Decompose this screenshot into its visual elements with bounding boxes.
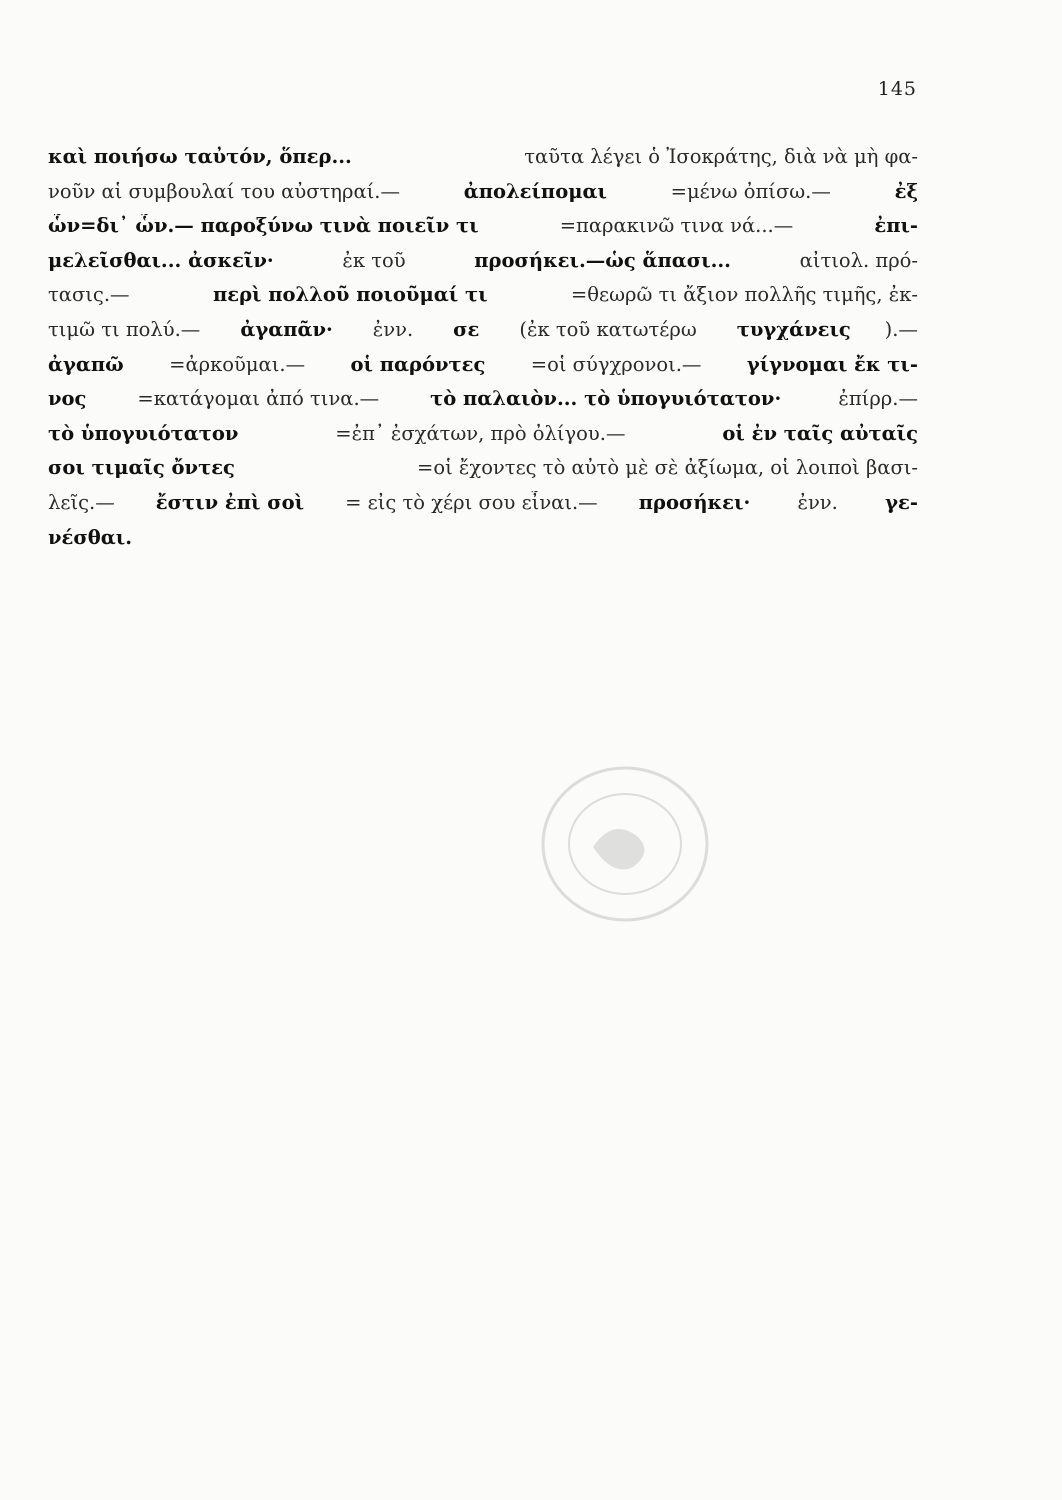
text-line	[48, 491, 918, 526]
gloss-text: τασις.—	[48, 283, 130, 307]
text-line	[48, 318, 918, 353]
bold-term: σοι τιμαῖς ὄντες	[48, 456, 235, 480]
bold-term: τὸ παλαιὸν... τὸ ὑπογυιότατον·	[430, 387, 782, 411]
text-line	[48, 283, 918, 318]
bold-term: τὸ ὑπογυιότατον	[48, 421, 239, 445]
gloss-text: =ἐπ᾿ ἐσχάτων, πρὸ ὀλίγου.—	[335, 421, 626, 445]
bold-term: νέσθαι.	[48, 525, 132, 549]
bold-term: οἱ ἐν ταῖς αὐταῖς	[722, 421, 918, 445]
bold-term: σε	[453, 317, 480, 341]
bold-term: καὶ ποιήσω ταὐτόν, ὅπερ...	[48, 145, 359, 168]
gloss-text: τιμῶ τι πολύ.—	[48, 317, 207, 341]
bold-term: ἔστιν ἐπὶ σοὶ	[155, 490, 305, 514]
gloss-text: =παρακινῶ τινα νά...—	[559, 214, 794, 238]
gloss-text: ).—	[884, 317, 918, 341]
gloss-text: =θεωρῶ τι ἄξιον πολλῆς τιμῆς, ἐκ-	[570, 283, 918, 307]
gloss-text: =οἱ σύγχρονοι.—	[530, 352, 702, 376]
text-line	[48, 526, 918, 561]
text-line	[48, 180, 918, 215]
bold-term: γε-	[885, 490, 918, 514]
text-line	[48, 456, 918, 491]
bold-term: νος	[48, 387, 87, 411]
gloss-text: ἐνν.	[791, 490, 845, 514]
gloss-text: =μένω ὀπίσω.—	[670, 179, 831, 203]
bold-term: μελεῖσθαι... ἀσκεῖν·	[48, 248, 274, 272]
gloss-text: ἐπίρρ.—	[832, 387, 918, 411]
bold-term: προσήκει.—ὡς ἅπασι...	[474, 248, 731, 272]
bold-term: ἐξ	[894, 179, 918, 203]
bold-term: περὶ πολλοῦ ποιοῦμαί τι	[212, 283, 488, 307]
text-line	[48, 387, 918, 422]
gloss-text: αἰτιολ. πρό-	[793, 248, 918, 272]
gloss-text: ταῦτα λέγει ὁ Ἰσοκράτης, διὰ νὰ μὴ φα-	[524, 145, 918, 168]
page-number: 145	[877, 78, 917, 100]
bold-term: ἀπολείπομαι	[463, 179, 607, 203]
gloss-text: =κατάγομαι ἀπό τινα.—	[137, 387, 380, 411]
gloss-text: ἐκ τοῦ	[336, 248, 412, 272]
text-line	[48, 145, 918, 180]
bold-term: γίγνομαι ἔκ τι-	[746, 352, 918, 376]
bold-term: οἱ παρόντες	[350, 352, 486, 376]
text-line	[48, 422, 918, 457]
gloss-text: λεῖς.—	[48, 490, 115, 514]
bold-term: ἀγαπῶ	[48, 352, 124, 376]
bold-term: ὧν=δι᾿ ὧν.— παροξύνω τινὰ ποιεῖν τι	[48, 214, 479, 238]
stamp-icon	[538, 762, 713, 927]
bold-term: τυγχάνεις	[736, 317, 851, 341]
gloss-text: = εἰς τὸ χέρι σου εἶναι.—	[345, 490, 598, 514]
gloss-text: (ἐκ τοῦ κατωτέρω	[513, 317, 703, 341]
bold-term: ἀγαπᾶν·	[240, 317, 333, 341]
text-line	[48, 353, 918, 388]
text-line	[48, 214, 918, 249]
gloss-text: =οἱ ἔχοντες τὸ αὐτὸ μὲ σὲ ἀξίωμα, οἱ λοιποὶ βασι-	[416, 456, 918, 480]
gloss-text: ἐνν.	[366, 317, 420, 341]
gloss-text: νοῦν αἱ συμβουλαί του αὐστηραί.—	[48, 179, 400, 203]
gloss-text: =ἀρκοῦμαι.—	[169, 352, 306, 376]
bold-term: ἐπι-	[874, 214, 918, 238]
text-line	[48, 249, 918, 284]
bold-term: προσήκει·	[638, 490, 751, 514]
text-block	[48, 145, 918, 560]
